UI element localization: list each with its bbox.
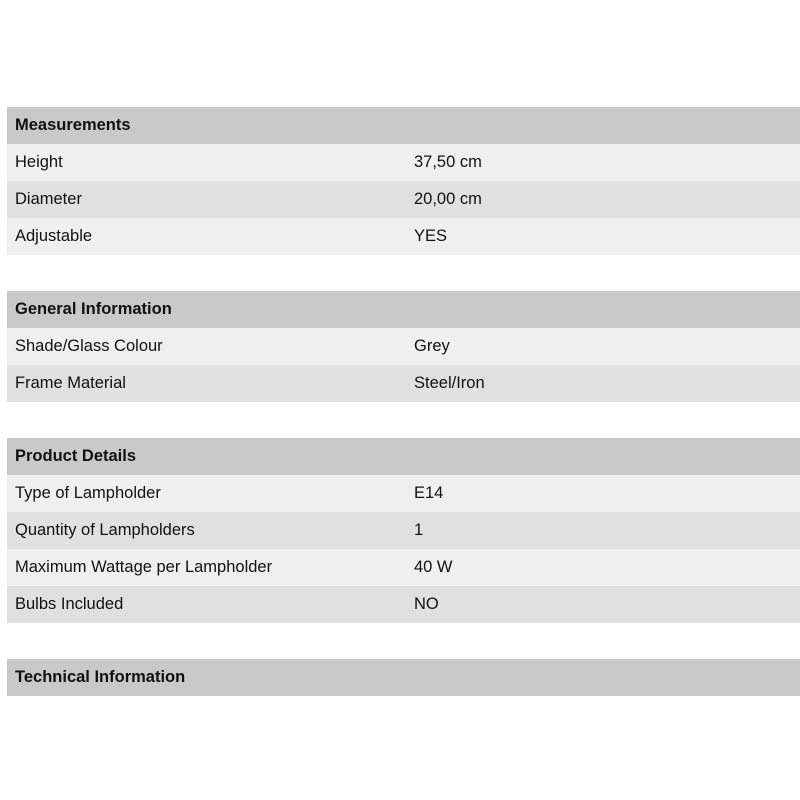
section-measurements [7, 107, 800, 255]
spec-value: E14 [414, 484, 444, 502]
spec-label: Frame Material [15, 374, 126, 392]
spec-value: 37,50 cm [414, 153, 482, 171]
spec-label: Adjustable [15, 227, 93, 245]
spec-value: NO [414, 595, 439, 613]
section-technical-information [7, 659, 800, 696]
spec-value: 1 [414, 521, 424, 539]
spec-label: Maximum Wattage per Lampholder [15, 558, 273, 576]
spec-row-max-wattage [7, 549, 800, 586]
spec-row-height [7, 144, 800, 181]
spec-value: 20,00 cm [414, 190, 482, 208]
spec-row-adjustable [7, 218, 800, 255]
section-header-measurements: Measurements [7, 107, 800, 144]
spec-label: Bulbs Included [15, 595, 124, 613]
spec-value: Steel/Iron [414, 374, 485, 392]
section-general-information [7, 291, 800, 402]
spec-value: 40 W [414, 558, 453, 576]
section-header-product-details: Product Details [7, 438, 800, 475]
spec-row-diameter [7, 181, 800, 218]
spec-label: Diameter [15, 190, 82, 208]
spec-row-bulbs-included [7, 586, 800, 623]
spec-row-lampholder-type [7, 475, 800, 512]
section-product-details [7, 438, 800, 623]
spec-label: Quantity of Lampholders [15, 521, 195, 539]
section-header-general-information: General Information [7, 291, 800, 328]
spec-row-frame-material [7, 365, 800, 402]
spec-value: YES [414, 227, 448, 245]
spec-value: Grey [414, 337, 450, 355]
spec-row-lampholder-quantity [7, 512, 800, 549]
section-header-technical-information: Technical Information [7, 659, 800, 696]
spec-row-shade-colour [7, 328, 800, 365]
spec-label: Shade/Glass Colour [15, 337, 163, 355]
spec-label: Height [15, 153, 63, 171]
spec-label: Type of Lampholder [15, 484, 161, 502]
